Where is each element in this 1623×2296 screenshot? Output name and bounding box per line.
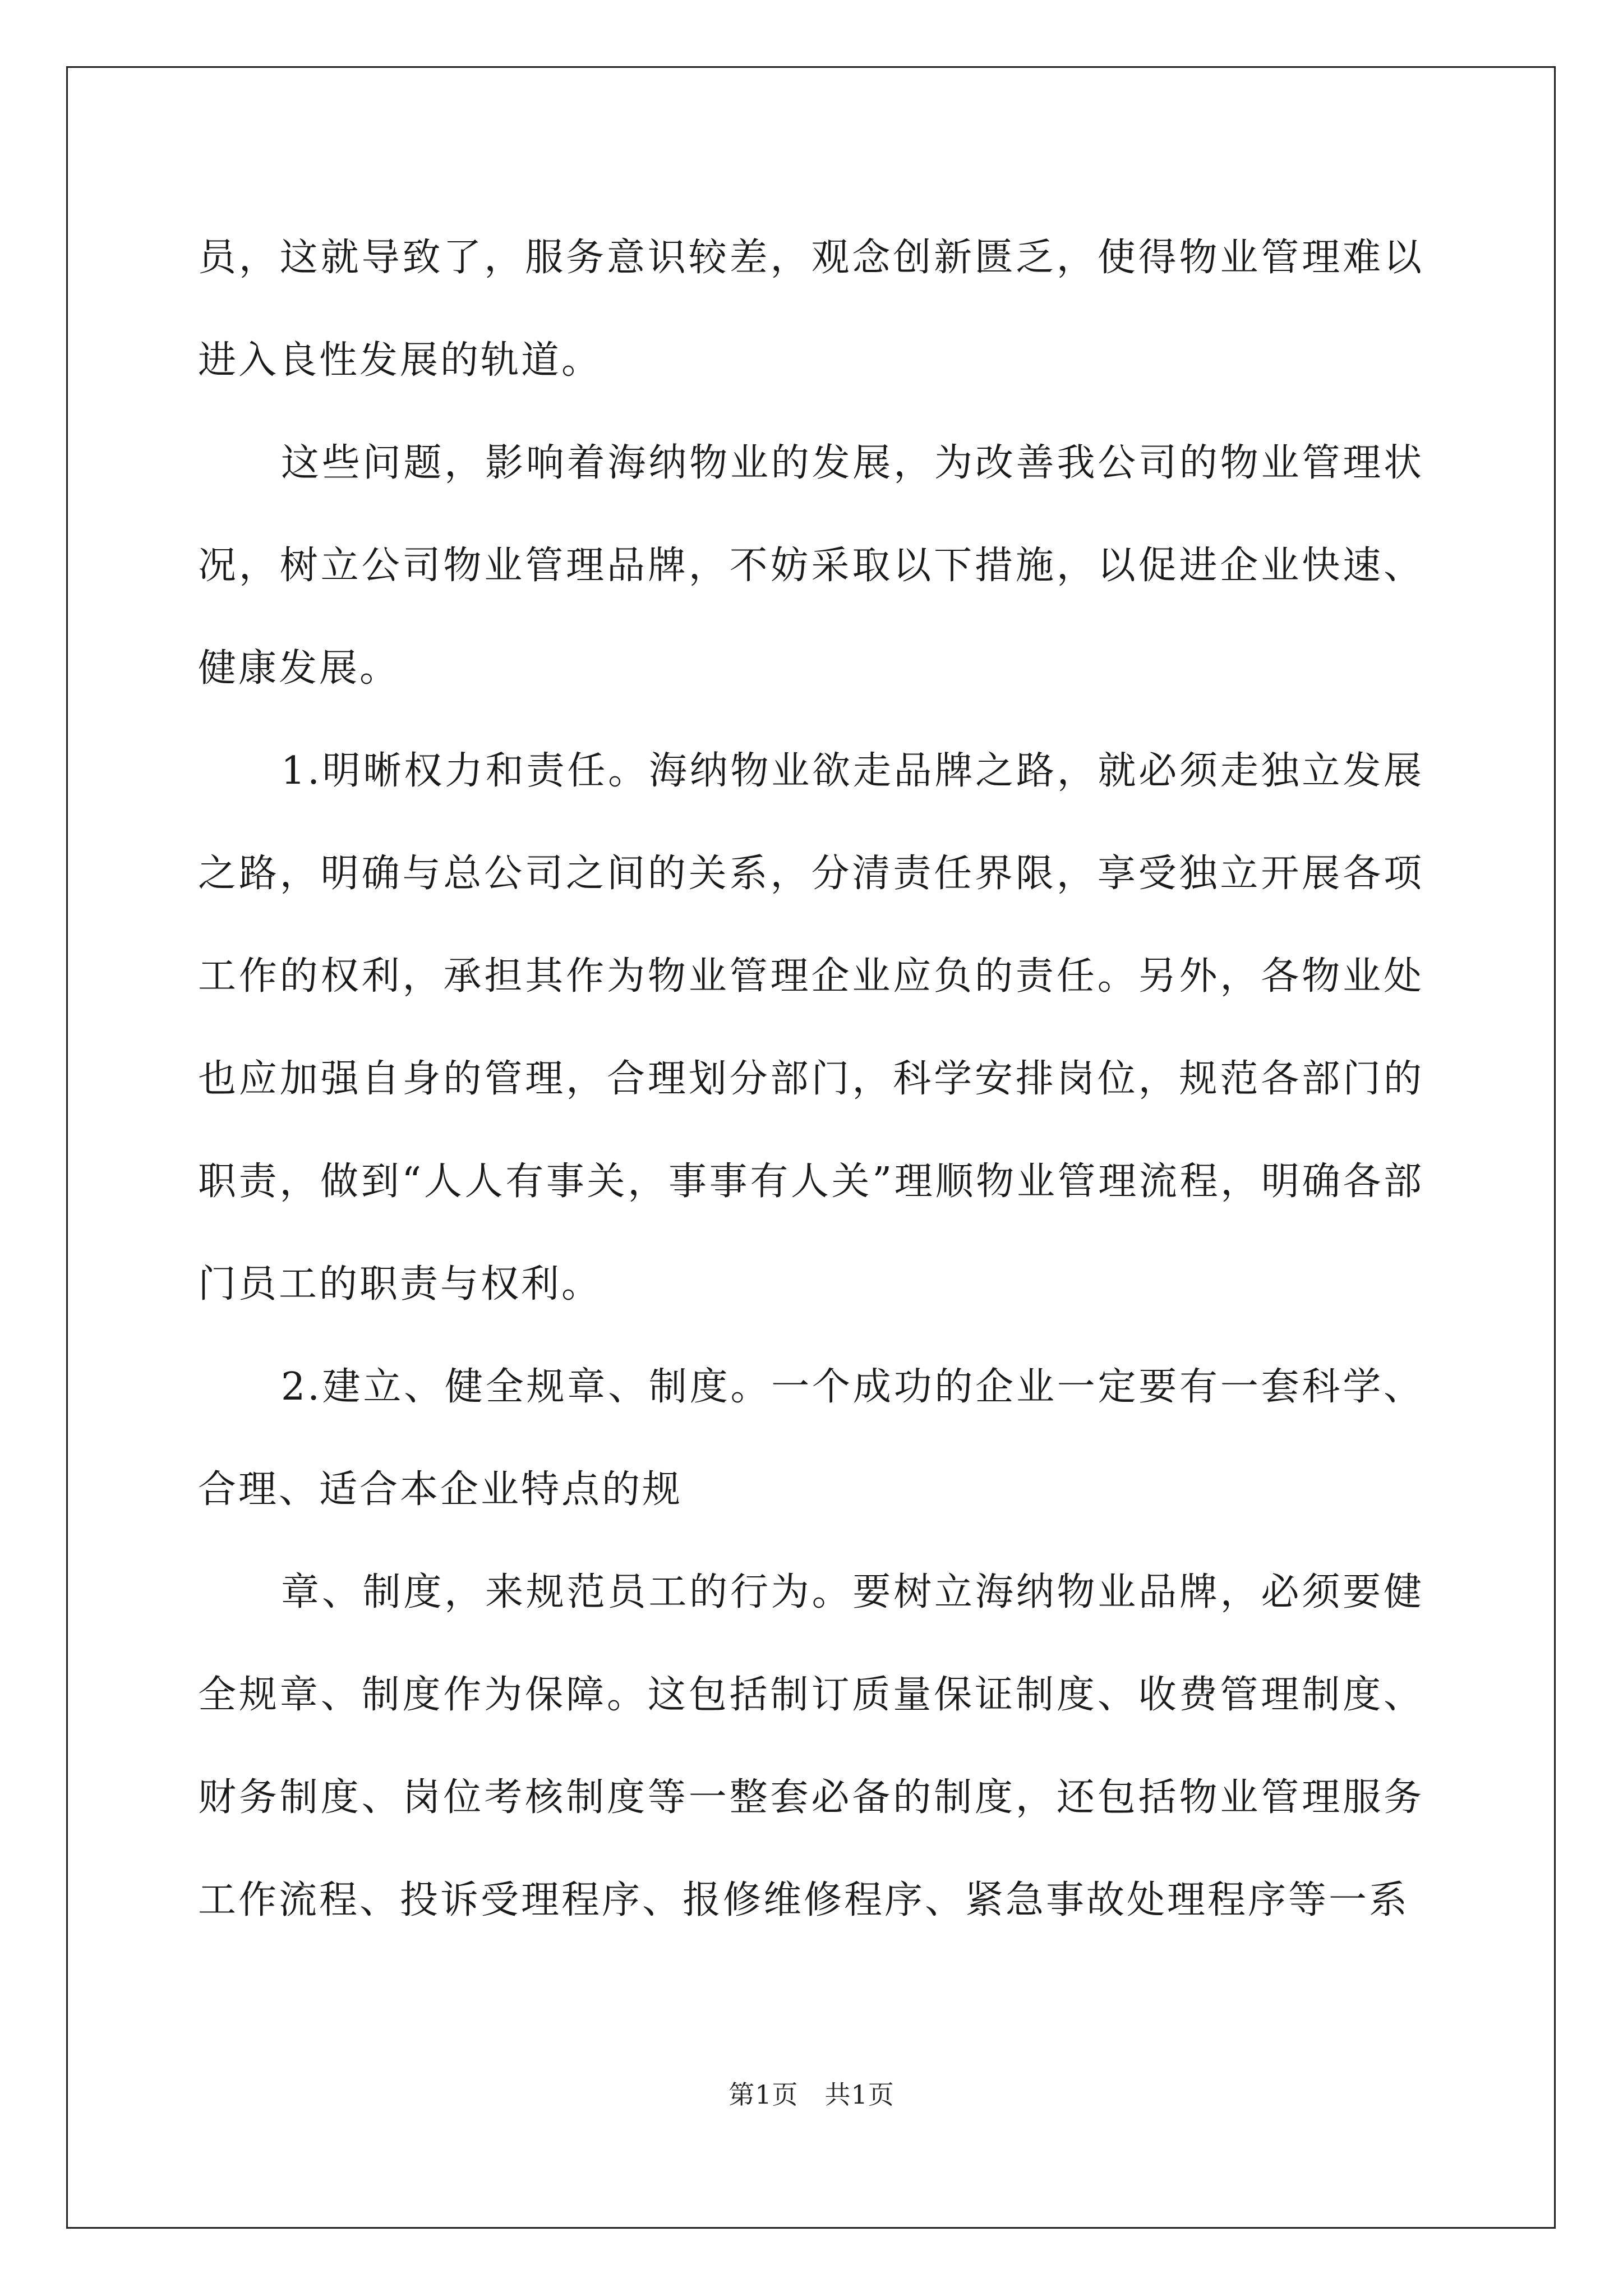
paragraph-4: 2.建立、健全规章、制度。一个成功的企业一定要有一套科学、合理、适合本企业特点的规: [198, 1365, 1424, 1512]
paragraph-2: 这些问题，影响着海纳物业的发展，为改善我公司的物业管理状况，树立公司物业管理品牌，不妨采取以下措施，以促进企业快速、健康发展。: [198, 441, 1424, 691]
page-footer: 第1页 共1页: [728, 2079, 895, 2110]
paragraph-3: 1.明晰权力和责任。海纳物业欲走品牌之路，就必须走独立发展之路，明确与总公司之间的关系，分清责任界限，享受独立开展各项工作的权利，承担其作为物业管理企业应负的责任。另外，各物业处也应加强自身的管理，合理划分部门，科学安排岗位，规范各部门的职责，做到“人人有事关，事事有人关”理顺物业管理流程，明确各部门员工的职责与权利。: [198, 749, 1424, 1306]
paragraph-5: 章、制度，来规范员工的行为。要树立海纳物业品牌，必须要健全规章、制度作为保障。这包括制订质量保证制度、收费管理制度、财务制度、岗位考核制度等一整套必备的制度，还包括物业管理服务工作流程、投诉受理程序、报修维修程序、紧急事故处理程序等一系: [198, 1570, 1424, 1922]
document-body: [198, 206, 1424, 1952]
paragraph-1: 员，这就导致了，服务意识较差，观念创新匮乏，使得物业管理难以进入良性发展的轨道。: [198, 236, 1424, 383]
